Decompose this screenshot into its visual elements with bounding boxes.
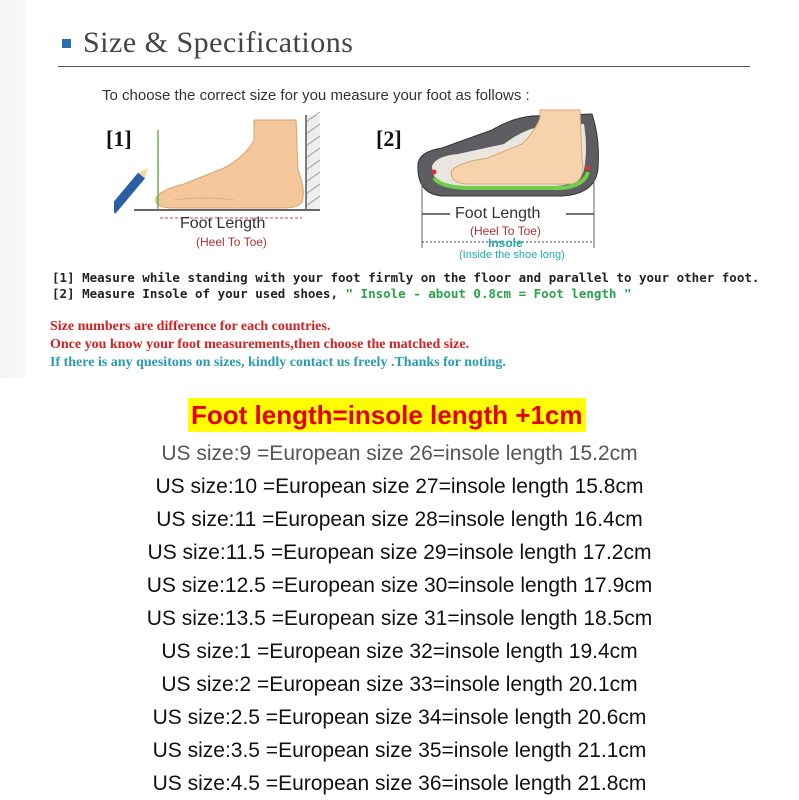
page-title: Size & Specifications [83, 26, 354, 59]
foot-measure-illustration [114, 110, 324, 255]
size-spec-panel [0, 0, 799, 378]
foot-on-floor-icon [114, 110, 324, 255]
size-row: US size:10 =European size 27=insole length 15.8cm [155, 475, 644, 498]
measure-instructions [52, 270, 759, 302]
size-row: US size:13.5 =European size 31=insole length 18.5cm [146, 607, 653, 630]
warning-line-2: Once you know your foot measurements,then choose the matched size. [50, 337, 470, 352]
intro-text: To choose the correct size for you measure your foot as follows : [102, 87, 530, 104]
figure-1-label: [1] [106, 126, 132, 151]
size-row: US size:4.5 =European size 36=insole length 21.8cm [152, 772, 647, 795]
size-chart-list [0, 437, 799, 800]
contact-note: If there is any quesitons on sizes, kindly contact us freely .Thanks for noting. [50, 355, 506, 370]
figure-2-insole: Insole [488, 236, 523, 250]
size-row: US size:9 =European size 26=insole length 15.2cm [161, 442, 638, 465]
formula-banner: Foot length=insole length +1cm [188, 398, 586, 432]
figure-1-heel-to-toe: (Heel To Toe) [196, 235, 267, 249]
size-row: US size:2.5 =European size 34=insole length 20.6cm [152, 706, 647, 729]
figure-2-label: [2] [376, 126, 402, 151]
section-header [58, 24, 750, 67]
warning-line-1: Size numbers are difference for each countries. [50, 319, 331, 334]
instruction-1: [1] Measure while standing with your foot firmly on the floor and parallel to your other foot. [52, 270, 760, 285]
size-row: US size:2 =European size 33=insole length 20.1cm [161, 673, 638, 696]
figure-2-inside-shoe: (Inside the shoe long) [459, 249, 565, 261]
figure-2-heel-to-toe: (Heel To Toe) [470, 224, 541, 238]
size-row: US size:12.5 =European size 30=insole length 17.9cm [146, 574, 653, 597]
size-warnings [50, 318, 506, 372]
size-row: US size:1 =European size 32=insole length 19.4cm [161, 640, 638, 663]
instruction-2 [52, 286, 759, 302]
insole-rule-text: " Insole - about 0.8cm = Foot length " [345, 286, 632, 301]
size-row: US size:3.5 =European size 35=insole length 21.1cm [152, 739, 647, 762]
figure-2-foot-length: Foot Length [455, 205, 541, 222]
figure-1-foot-length: Foot Length [180, 215, 266, 232]
header-bullet-icon [62, 39, 71, 48]
instruction-2-text: [2] Measure Insole of your used shoes, [52, 286, 346, 301]
panel-edge-shade [0, 0, 26, 378]
size-row: US size:11 =European size 28=insole length 16.4cm [156, 508, 643, 531]
size-row: US size:11.5 =European size 29=insole length 17.2cm [147, 541, 652, 564]
